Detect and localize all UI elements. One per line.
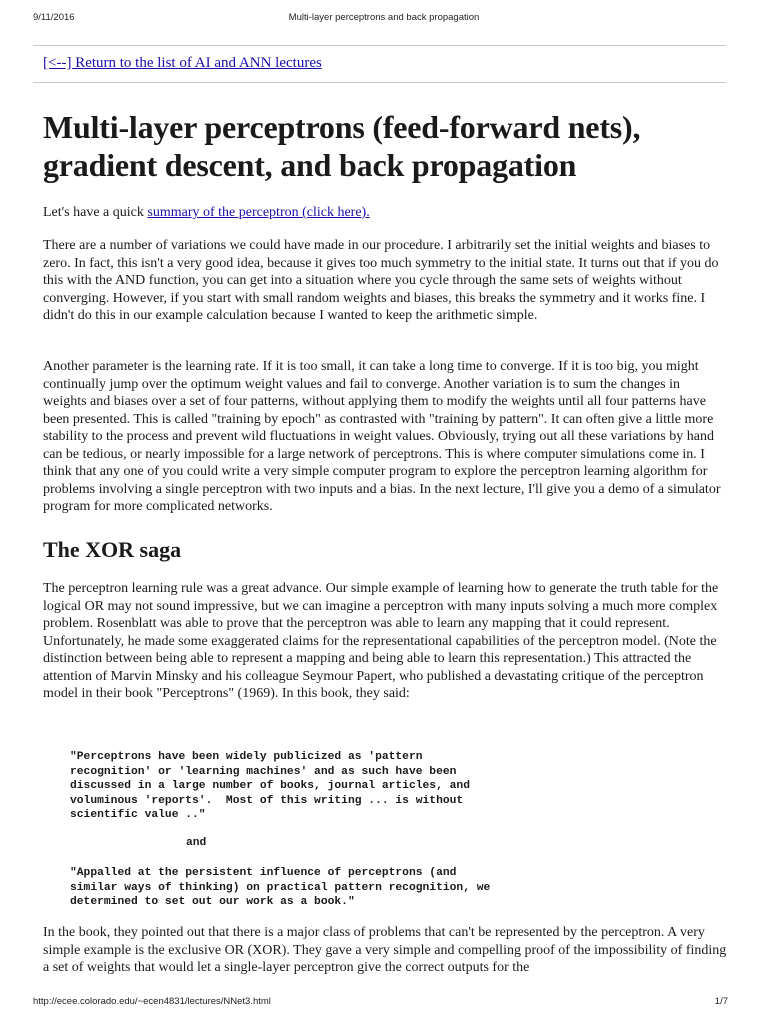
- print-url: http://ecee.colorado.edu/~ecen4831/lectures/NNet3.html: [33, 996, 271, 1007]
- header-divider: [33, 82, 726, 83]
- print-title: Multi-layer perceptrons and back propagation: [288, 12, 480, 23]
- return-link[interactable]: [<--] Return to the list of AI and ANN lectures: [43, 55, 322, 71]
- page-title: Multi-layer perceptrons (feed-forward nets), gradient descent, and back propagation: [43, 109, 641, 183]
- paragraph-learning-rate: Another parameter is the learning rate. If it is too small, it can take a long time to converge. If it is too big, you might continually jump over the optimum weight values and fail to converge. Another variation is to sum the changes in weights and biases over a set of four patterns, without applying them to modify the weights until all four patterns have been presented. This is called "training by epoch" as contrasted with "training by pattern". It can often give a little more stability to the process and prevent wild fluctuations in weight values. Obviously, trying out all these variations by hand can be tedious, or nearly impossible for a large network of perceptrons. This is where computer simulations come in. I think that any one of you could write a very simple computer program to explore the perceptron learning algorithm for problems involving a single perceptron with two inputs and a bias. In the next lecture, I'll give you a demo of a simulator program for more complicated networks.: [43, 359, 721, 514]
- section-heading-xor: The XOR saga: [43, 537, 182, 562]
- print-date: 9/11/2016: [33, 12, 75, 23]
- intro-paragraph: [43, 204, 727, 222]
- top-divider: [33, 45, 726, 46]
- paragraph-xor-problem: In the book, they pointed out that there is a major class of problems that can't be represented by the perceptron. A very simple example is the exclusive OR (XOR). They gave a very simple and compelling proof of the impossibility of finding a set of weights that would let a single-layer perceptron give the correct outputs for the: [43, 925, 727, 975]
- perceptron-summary-link[interactable]: summary of the perceptron (click here).: [147, 205, 370, 220]
- page-number: 1/7: [714, 996, 728, 1007]
- paragraph-initial-weights: There are a number of variations we could have made in our procedure. I arbitrarily set the initial weights and biases to zero. In fact, this isn't a very good idea, because it gives too much symmetry to the initial state. It turns out that if you do this with the AND function, you can get into a situation where you cycle through the same sets of weights without converging. However, if you start with small random weights and biases, this breaks the symmetry and it works fine. I didn't do this in our example calculation because I wanted to keep the arithmetic simple.: [43, 238, 719, 323]
- intro-text: Let's have a quick: [43, 205, 148, 220]
- paragraph-xor-saga: The perceptron learning rule was a great advance. Our simple example of learning how to generate the truth table for the logical OR may not sound impressive, but we can imagine a perceptron with many inputs solving a much more complex problem. Rosenblatt was able to prove that the perceptron was able to learn any mapping that it could represent. Unfortunately, he made some exaggerated claims for the representational capabilities of the perceptron model. (Note the distinction between being able to represent a mapping and being able to learn this representation.) This attracted the attention of Marvin Minsky and his colleague Seymour Papert, who published a devastating critique of the perceptron model in their book "Perceptrons" (1969). In this book, they said:: [43, 581, 719, 701]
- quote-perceptrons-1: "Perceptrons have been widely publicized as 'pattern recognition' or 'learning machines' and as such have been discussed in a large number of books, journal articles, and voluminous 'reports'. Most of this writing ... is without scientific value ..": [70, 751, 470, 821]
- quote-and: and: [186, 837, 207, 849]
- quote-perceptrons-2: "Appalled at the persistent influence of perceptrons (and similar ways of thinking) on practical pattern recognition, we determined to set out our work as a book.": [70, 867, 491, 908]
